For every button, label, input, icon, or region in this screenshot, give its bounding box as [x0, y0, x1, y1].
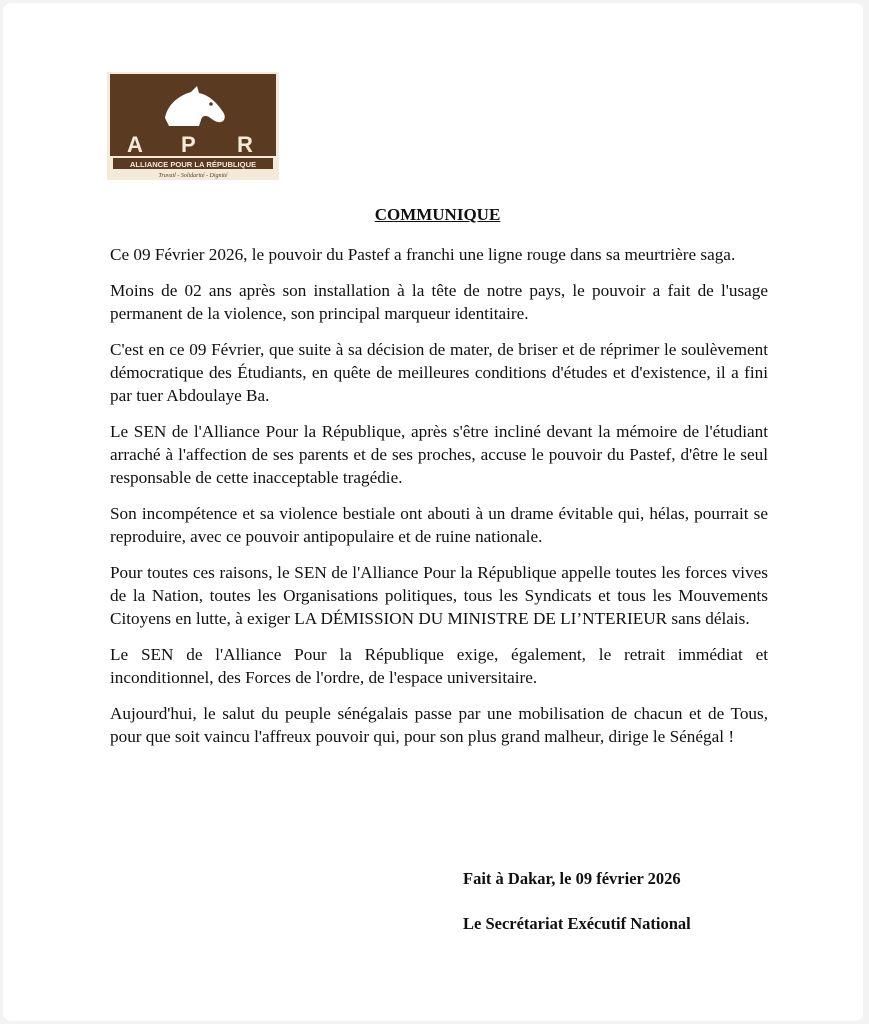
logo-motto: Travail - Solidarité - Dignité [158, 173, 228, 179]
document-page [3, 3, 863, 1021]
paragraph: Pour toutes ces raisons, le SEN de l'Alliance Pour la République appelle toutes les forces vives de la Nation, toutes les Organisations politiques, tous les Syndicats et tous les Mouvements Citoyens en lutte, à exiger LA DÉMISSION DU MINISTRE DE LI’NTERIEUR sans délais. [110, 563, 768, 628]
logo-name: ALLIANCE POUR LA RÉPUBLIQUE [129, 160, 257, 169]
paragraph: Aujourd'hui, le salut du peuple sénégalais passe par une mobilisation de chacun et de Tous, pour que soit vaincu l'affreux pouvoir qui, pour son plus grand malheur, dirige le Sénégal ! [110, 704, 768, 746]
paragraph: Moins de 02 ans après son installation à la tête de notre pays, le pouvoir a fait de l'usage permanent de la violence, son principal marqueur identitaire. [110, 281, 768, 323]
document-body [110, 243, 768, 761]
paragraph: Le SEN de l'Alliance Pour la République, après s'être incliné devant la mémoire de l'étudiant arraché à l'affection de ses parents et de ses proches, accuse le pouvoir du Pastef, d'être le seul responsable de cette inacceptable tragédie. [110, 422, 768, 487]
logo-letter-a: A [127, 132, 143, 157]
apr-logo [107, 72, 279, 180]
logo-letter-r: R [237, 132, 253, 157]
paragraph: Son incompétence et sa violence bestiale ont abouti à un drame évitable qui, hélas, pourrait se reproduire, avec ce pouvoir antipopulaire et de ruine nationale. [110, 504, 768, 546]
signatory: Le Secrétariat Exécutif National [463, 914, 691, 933]
document-title: COMMUNIQUE [374, 205, 501, 224]
paragraph: Le SEN de l'Alliance Pour la République exige, également, le retrait immédiat et inconditionnel, des Forces de l'ordre, de l'espace universitaire. [110, 645, 768, 687]
paragraph: Ce 09 Février 2026, le pouvoir du Pastef a franchi une ligne rouge dans sa meurtrière saga. [110, 245, 736, 264]
paragraph: C'est en ce 09 Février, que suite à sa décision de mater, de briser et de réprimer le soulèvement démocratique des Étudiants, en quête de meilleures conditions d'études et d'existence, il a fini par tuer Abdoulaye Ba. [110, 340, 768, 405]
place-date: Fait à Dakar, le 09 février 2026 [463, 869, 681, 888]
logo-letter-p: P [181, 132, 196, 157]
